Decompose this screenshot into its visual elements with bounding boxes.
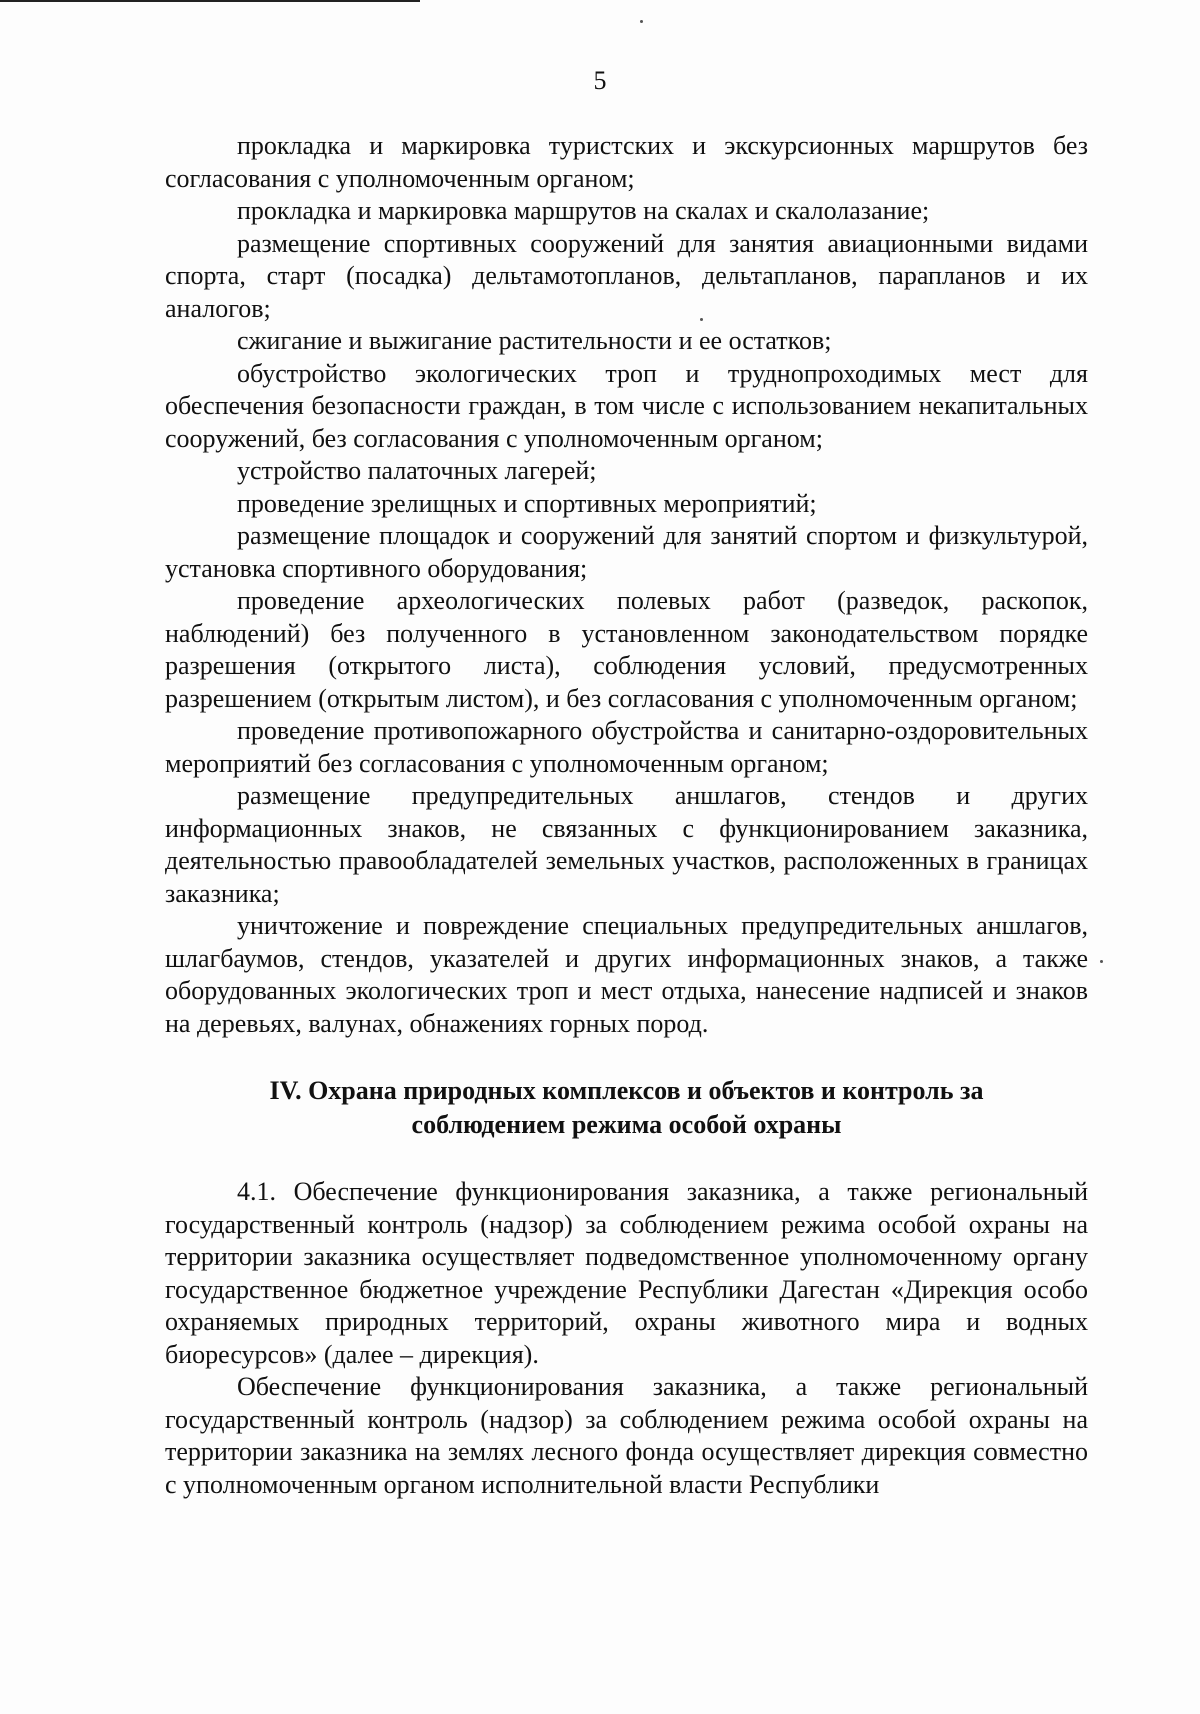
scan-speck: [1100, 960, 1103, 963]
list-item: прокладка и маркировка маршрутов на скалах и скалолазание;: [237, 196, 930, 225]
page-number: 5: [593, 66, 607, 95]
list-item: уничтожение и повреждение специальных предупредительных аншлагов, шлагбаумов, стендов, указателей и других информационных знаков, а также оборудованных экологических троп и мест отдыха, нанесение надписей и знаков на деревьях, валунах, обнажениях горных пород.: [165, 911, 1088, 1038]
list-item: размещение площадок и сооружений для занятий спортом и физкультурой, установка спортивного оборудования;: [165, 521, 1088, 583]
list-item: прокладка и маркировка туристских и экскурсионных маршрутов без согласования с уполномоченным органом;: [165, 131, 1088, 193]
list-item: проведение зрелищных и спортивных мероприятий;: [237, 488, 817, 518]
section-heading-line: соблюдением режима особой охраны: [411, 1110, 842, 1139]
list-item: проведение противопожарного обустройства и санитарно-оздоровительных мероприятий без согласования с уполномоченным органом;: [165, 716, 1088, 778]
list-item: размещение спортивных сооружений для занятия авиационными видами спорта, старт (посадка) дельтамотопланов, дельтапланов, парапланов и их аналогов;: [165, 228, 1088, 323]
scan-speck: [640, 20, 643, 23]
paragraph: Обеспечение функционирования заказника, а также региональный государственный контроль (надзор) за соблюдением режима особой охраны на территории заказника на землях лесного фонда осуществляет дирекция совместно с уполномоченным органом исполнительной власти Республики: [165, 1372, 1088, 1499]
document-body: [165, 130, 1088, 1501]
paragraph: 4.1. Обеспечение функционирования заказника, а также региональный государственный контроль (надзор) за соблюдением режима особой охраны на территории заказника осуществляет подведомственное уполномоченному органу государственное бюджетное учреждение Республики Дагестан «Дирекция особо охраняемых природных территорий, охраны животного мира и водных биоресурсов» (далее – дирекция).: [165, 1177, 1088, 1369]
list-item: устройство палаточных лагерей;: [237, 456, 597, 485]
list-item: сжигание и выжигание растительности и ее остатков;: [237, 326, 832, 355]
section-heading: [165, 1074, 1088, 1142]
list-item: проведение археологических полевых работ (разведок, раскопок, наблюдений) без полученного в установленном законодательством порядке разрешения (открытого листа), соблюдения условий, предусмотренных разрешением (открытым листом), и без согласования с уполномоченным органом;: [165, 586, 1088, 713]
list-item: обустройство экологических троп и труднопроходимых мест для обеспечения безопасности граждан, в том числе с использованием некапитальных сооружений, без согласования с уполномоченным органом;: [165, 358, 1088, 453]
scan-border-artifact: [0, 0, 420, 2]
section-heading-line: IV. Охрана природных комплексов и объектов и контроль за: [269, 1076, 984, 1105]
list-item: размещение предупредительных аншлагов, стендов и других информационных знаков, не связанных с функционированием заказника, деятельностью правообладателей земельных участков, расположенных в границах заказника;: [165, 781, 1088, 908]
